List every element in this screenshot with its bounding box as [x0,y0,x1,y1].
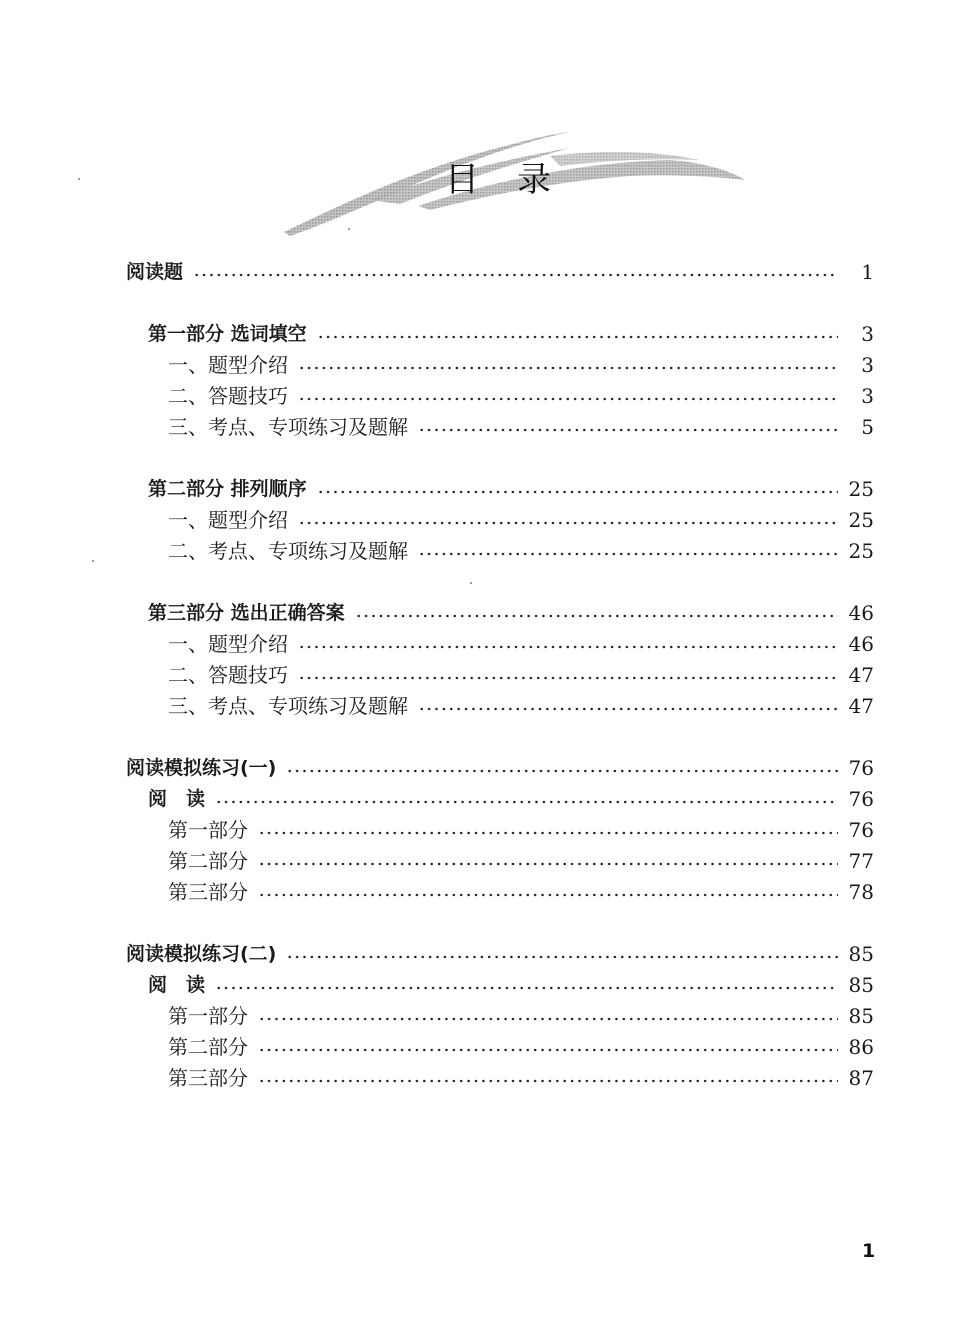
toc-entry-label: 第三部分 选出正确答案 [148,602,345,624]
toc-entry-label: 第三部分 [168,880,248,904]
toc-title-banner [270,120,750,240]
toc-entry-label: 第一部分 选词填空 [148,323,307,345]
toc-entry-label: 阅读题 [126,261,184,283]
dot-leader [215,986,838,990]
toc-entry-page: 85 [848,1004,874,1028]
toc-entry-label: 三、考点、专项练习及题解 [168,415,408,439]
toc-entry-label: 第三部分 [168,1066,248,1090]
toc-entry-page: 78 [848,880,874,904]
toc-entry-page: 76 [848,787,874,811]
dot-leader [215,800,838,804]
dot-leader [286,769,838,773]
dot-leader [258,1079,838,1083]
toc-entry-label: 阅 读 [148,788,206,810]
toc-entry-page: 25 [848,539,874,563]
dot-leader [258,1017,838,1021]
toc-entry[interactable] [148,475,874,503]
dot-leader [355,614,838,618]
toc-entry-label: 阅读模拟练习(一) [126,757,277,779]
toc-entry[interactable] [168,847,874,875]
toc-entry-label: 一、题型介绍 [168,353,288,377]
toc-entry[interactable] [168,506,874,534]
dot-leader [418,428,838,432]
toc-entry[interactable] [168,878,874,906]
dot-leader [258,1048,838,1052]
toc-entry[interactable] [168,382,874,410]
dot-leader [298,676,838,680]
dot-leader [317,335,838,339]
toc-entry-page: 47 [848,694,874,718]
toc-entry-label: 第二部分 [168,849,248,873]
toc-entry-page: 85 [848,942,874,966]
dot-leader [298,397,838,401]
toc-entry-label: 第二部分 排列顺序 [148,478,307,500]
toc-entry-label: 第二部分 [168,1035,248,1059]
toc-title: 目录 [445,160,589,200]
toc-entry-label: 二、考点、专项练习及题解 [168,539,408,563]
dot-leader [258,893,838,897]
dot-leader [298,645,838,649]
toc-entry-page: 87 [848,1066,874,1090]
toc-entry-label: 阅读模拟练习(二) [126,943,277,965]
toc-entry-label: 二、答题技巧 [168,663,288,687]
dot-leader [298,521,838,525]
toc-entry-page: 76 [848,818,874,842]
toc-entry-label: 二、答题技巧 [168,384,288,408]
toc-entry-label: 第一部分 [168,1004,248,1028]
toc-entry-label: 阅 读 [148,974,206,996]
toc-entry-page: 25 [848,508,874,532]
dot-leader [418,552,838,556]
page-number: 1 [862,1240,876,1262]
toc-entry-page: 86 [848,1035,874,1059]
toc-entry[interactable] [168,1033,874,1061]
toc-entry[interactable] [126,754,874,782]
toc-entry[interactable] [148,971,874,999]
dot-leader [258,831,838,835]
toc-entry[interactable] [168,413,874,441]
toc-entry[interactable] [126,258,874,286]
toc-entry-label: 一、题型介绍 [168,508,288,532]
toc-entry-page: 3 [861,384,874,408]
toc-entry-page: 76 [848,756,874,780]
dot-leader [258,862,838,866]
toc-entry-page: 46 [848,601,874,625]
toc-entry[interactable] [148,320,874,348]
toc-entry-page: 85 [848,973,874,997]
toc-entry[interactable] [168,351,874,379]
toc-entry[interactable] [126,940,874,968]
scan-speck [348,228,350,230]
toc-entry[interactable] [168,630,874,658]
dot-leader [298,366,838,370]
toc-entry[interactable] [168,537,874,565]
toc-entry-label: 一、题型介绍 [168,632,288,656]
toc-entry-page: 3 [861,353,874,377]
toc-entry-page: 3 [861,322,874,346]
toc-entry-page: 1 [861,260,874,284]
toc-entry[interactable] [168,661,874,689]
toc-entry-page: 25 [848,477,874,501]
dot-leader [193,273,838,277]
scan-speck [470,582,472,584]
toc-entry-label: 三、考点、专项练习及题解 [168,694,408,718]
dot-leader [418,707,838,711]
toc-entry[interactable] [168,1064,874,1092]
scan-speck [92,560,94,562]
toc-entry[interactable] [168,816,874,844]
toc-entry-label: 第一部分 [168,818,248,842]
toc-entry-page: 47 [848,663,874,687]
toc-entry-page: 77 [848,849,874,873]
dot-leader [317,490,838,494]
toc-entry[interactable] [148,599,874,627]
toc-entry[interactable] [168,692,874,720]
toc-entry-page: 46 [848,632,874,656]
toc-entry[interactable] [168,1002,874,1030]
scan-speck [78,178,80,180]
toc-entry-page: 5 [861,415,874,439]
toc-entry[interactable] [148,785,874,813]
dot-leader [286,955,838,959]
